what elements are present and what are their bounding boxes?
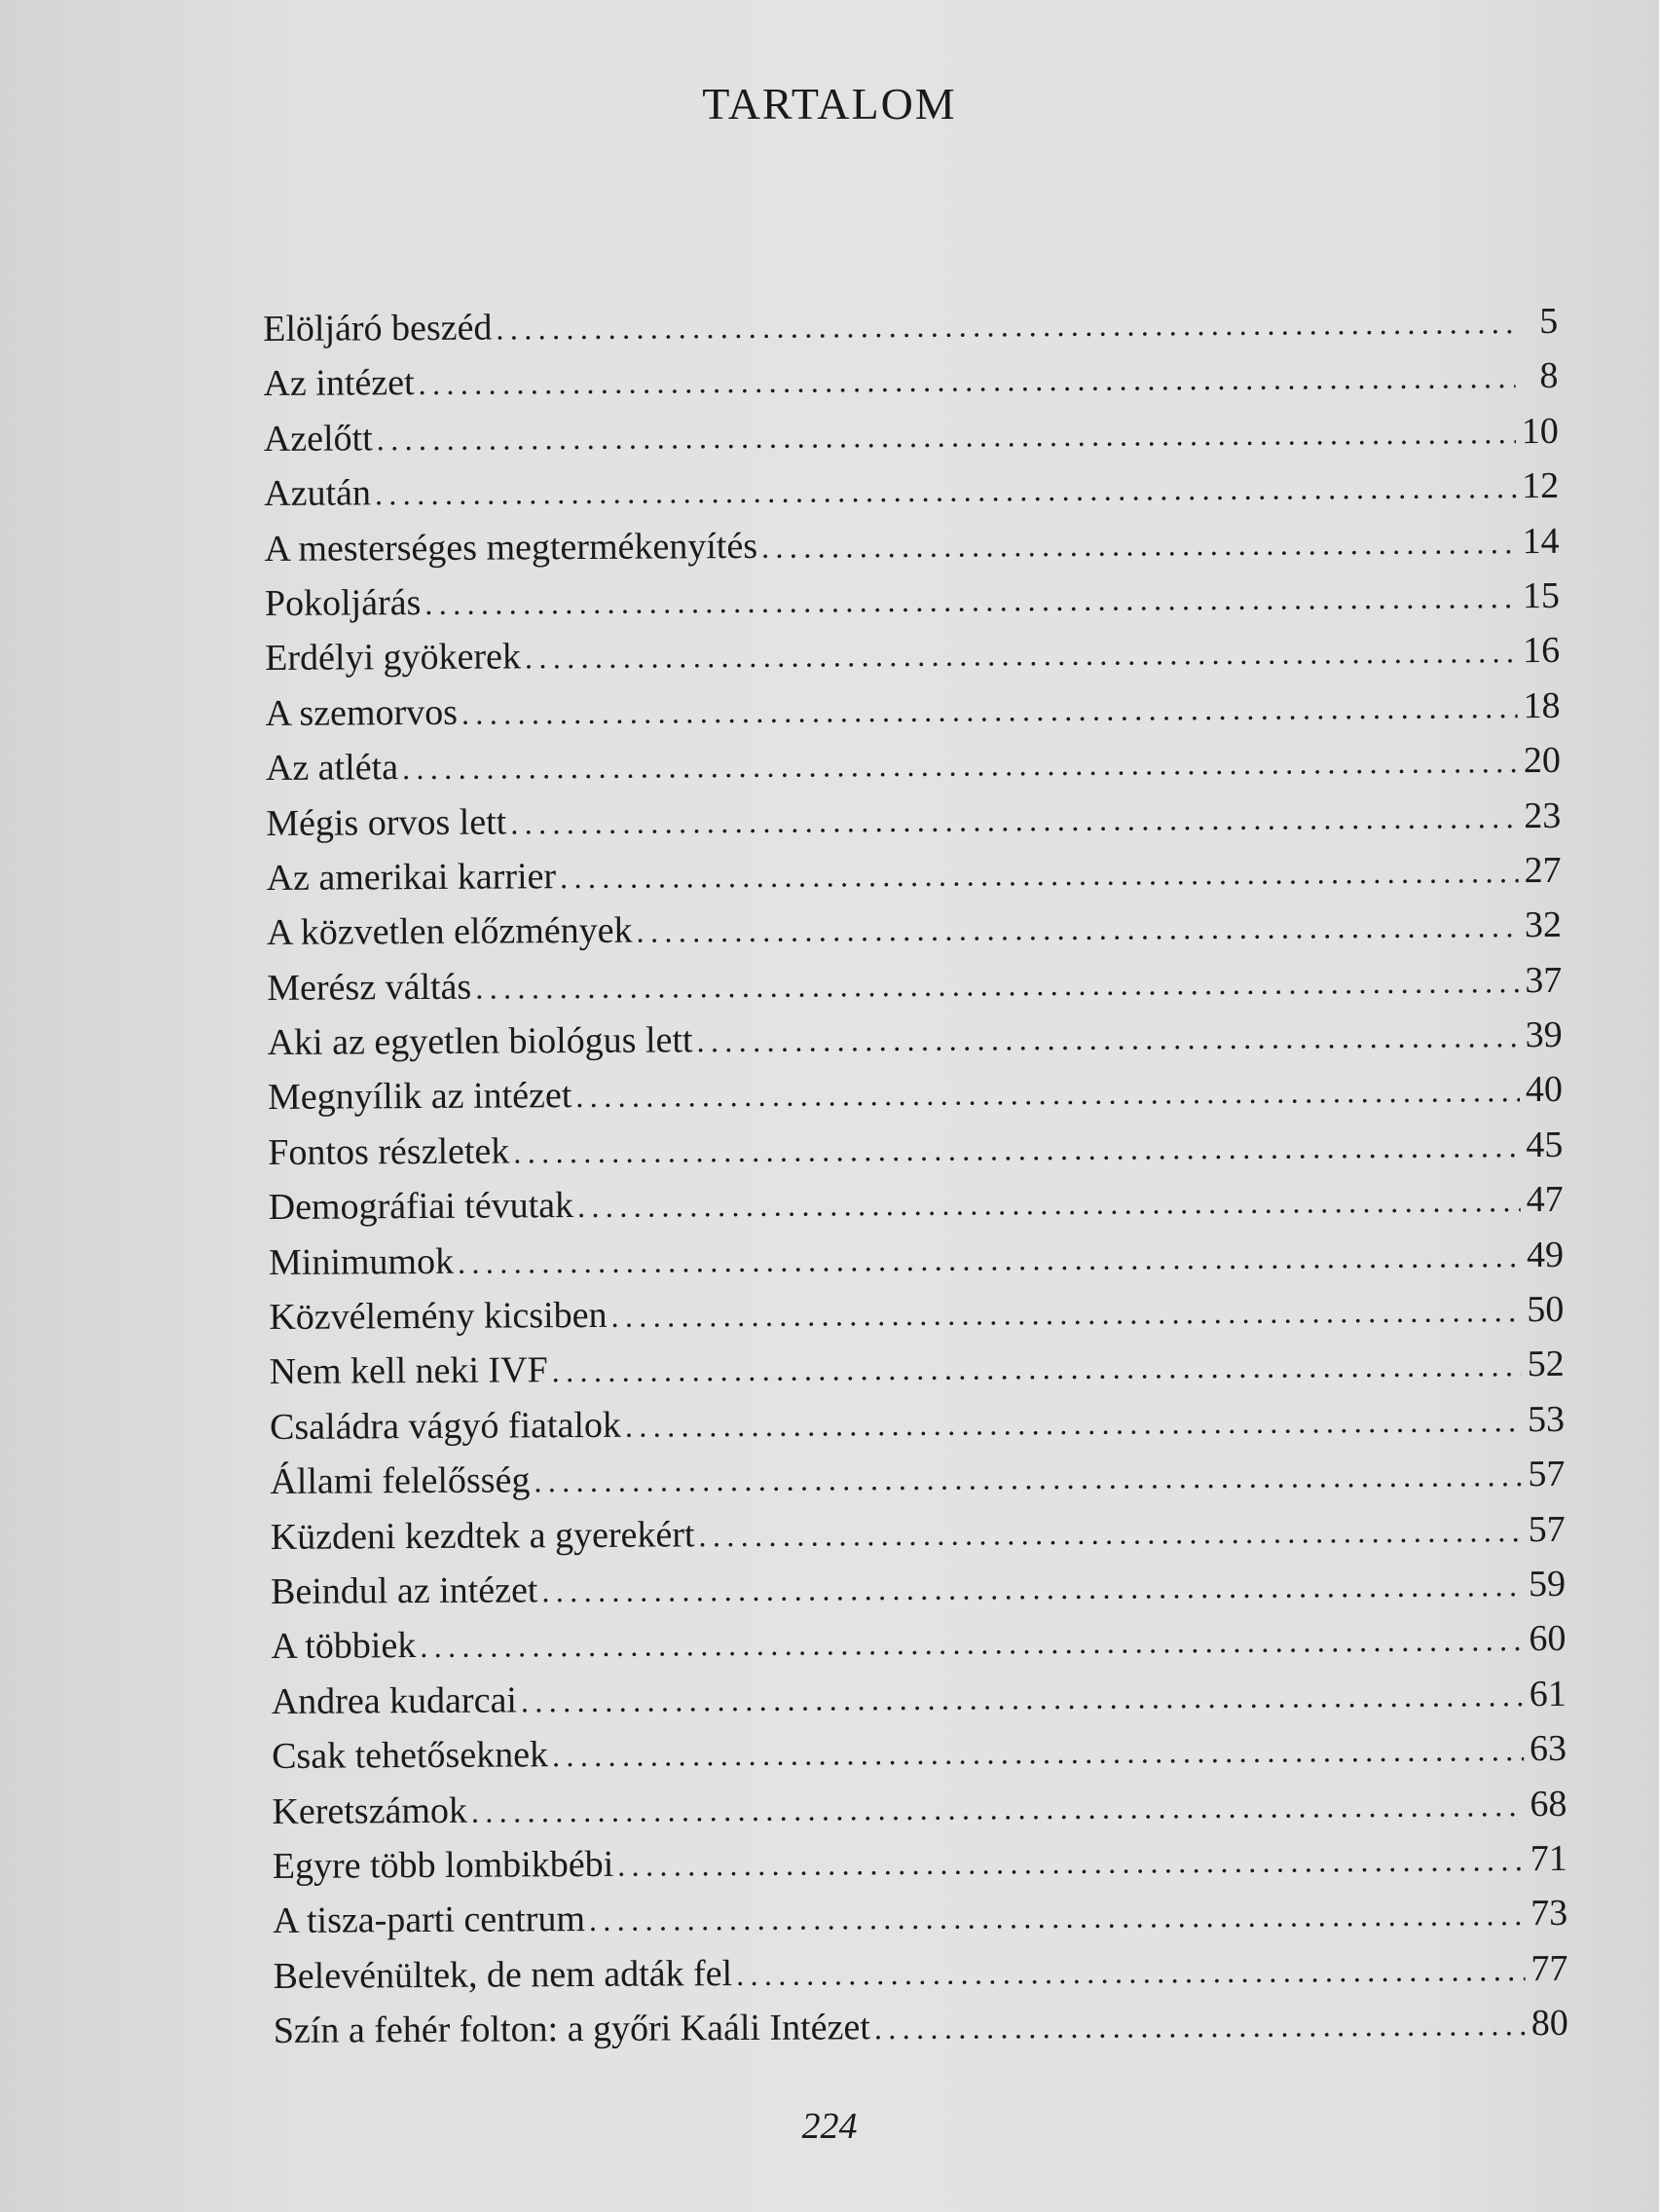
toc-leader-dots	[636, 899, 1519, 959]
toc-entry	[268, 1118, 1563, 1181]
toc-entry-title: Pokoljárás	[264, 581, 422, 624]
toc-leader-dots	[761, 515, 1517, 574]
toc-leader-dots	[375, 460, 1517, 521]
toc-entry	[272, 1721, 1567, 1785]
toc-leader-dots	[534, 1448, 1522, 1508]
toc-entry-page: 18	[1523, 684, 1561, 726]
toc-entry-title: Azután	[264, 472, 372, 515]
toc-leader-dots	[461, 680, 1518, 741]
toc-entry	[271, 1611, 1566, 1675]
toc-entry-title: Fontos részletek	[268, 1130, 510, 1173]
toc-leader-dots	[589, 1887, 1526, 1947]
toc-entry-page: 27	[1524, 849, 1562, 892]
toc-entry-title: Az atléta	[265, 747, 399, 790]
toc-entry-title: Megnyílik az intézet	[267, 1075, 572, 1119]
toc-leader-dots	[696, 1009, 1519, 1068]
toc-entry-page: 57	[1528, 1454, 1566, 1495]
toc-entry-page: 32	[1524, 904, 1563, 946]
toc-entry-page: 53	[1527, 1398, 1566, 1440]
toc-entry-page: 23	[1524, 794, 1562, 836]
toc-entry-title: Azelőtt	[263, 418, 373, 460]
toc-entry-title: Belevénültek, de nem adták fel	[273, 1952, 733, 1997]
toc-entry-title: Családra vágyó fiatalok	[269, 1404, 622, 1448]
toc-entry	[270, 1337, 1565, 1400]
toc-leader-dots	[698, 1503, 1523, 1563]
toc-entry-title: Egyre több lombikbébi	[272, 1843, 614, 1887]
toc-leader-dots	[560, 844, 1519, 904]
toc-entry	[273, 1831, 1567, 1895]
toc-leader-dots	[458, 1229, 1521, 1290]
toc-leader-dots	[552, 1339, 1522, 1399]
toc-entry	[263, 294, 1558, 357]
toc-leader-dots	[625, 1393, 1522, 1454]
toc-leader-dots	[424, 570, 1517, 631]
toc-entry-title: Minimumok	[268, 1240, 455, 1283]
toc-entry-page: 68	[1530, 1783, 1567, 1825]
toc-entry	[270, 1392, 1565, 1456]
toc-leader-dots	[617, 1832, 1525, 1893]
toc-entry-page: 47	[1526, 1179, 1564, 1221]
table-of-contents	[263, 294, 1568, 2059]
toc-entry-page: 73	[1530, 1893, 1568, 1935]
toc-entry-title: Küzdeni kezdtek a gyerekért	[270, 1513, 695, 1558]
toc-entry-page: 80	[1530, 2002, 1568, 2045]
toc-entry	[270, 1447, 1565, 1510]
toc-entry-title: A mesterséges megtermékenyítés	[264, 525, 758, 570]
toc-entry-title: Elöljáró beszéd	[263, 307, 493, 350]
toc-leader-dots	[377, 405, 1516, 466]
toc-entry-page: 52	[1527, 1344, 1565, 1385]
toc-leader-dots	[575, 1064, 1520, 1124]
toc-entry	[267, 1008, 1562, 1071]
toc-leader-dots	[541, 1558, 1523, 1618]
toc-entry-page: 40	[1525, 1069, 1564, 1111]
toc-leader-dots	[525, 624, 1518, 684]
toc-entry	[269, 1172, 1564, 1235]
toc-entry-page: 57	[1528, 1508, 1566, 1550]
toc-entry-title: Nem kell neki IVF	[269, 1349, 548, 1393]
toc-leader-dots	[552, 1722, 1524, 1783]
toc-leader-dots	[420, 1612, 1523, 1674]
toc-entry	[268, 1062, 1563, 1125]
toc-entry-title: Közvélemény kicsiben	[269, 1294, 608, 1339]
toc-entry-title: Az amerikai karrier	[266, 856, 557, 899]
toc-entry-title: Mégis orvos lett	[266, 800, 507, 844]
toc-entry-title: A többiek	[271, 1625, 417, 1668]
toc-entry	[269, 1227, 1564, 1290]
toc-leader-dots	[471, 1778, 1525, 1839]
toc-leader-dots	[418, 350, 1515, 412]
toc-entry-page: 63	[1529, 1728, 1567, 1770]
toc-leader-dots	[510, 790, 1518, 850]
toc-entry	[271, 1501, 1566, 1565]
toc-entry-title: Beindul az intézet	[270, 1569, 538, 1612]
toc-entry-page: 60	[1529, 1618, 1567, 1660]
toc-entry	[272, 1667, 1567, 1730]
toc-leader-dots	[402, 734, 1518, 795]
page-number: 224	[801, 2106, 858, 2147]
toc-entry-page: 37	[1525, 959, 1563, 1001]
toc-entry-page: 12	[1522, 465, 1560, 507]
toc-entry	[265, 679, 1560, 742]
toc-entry	[265, 623, 1560, 686]
toc-entry-title: Aki az egyetlen biológus lett	[267, 1019, 693, 1064]
toc-entry-page: 45	[1526, 1124, 1564, 1165]
page-title: TARTALOM	[702, 79, 957, 129]
toc-entry-title: Csak tehetőseknek	[271, 1734, 549, 1778]
toc-entry-page: 15	[1522, 574, 1560, 617]
toc-entry-title: Merész váltás	[267, 966, 472, 1009]
toc-entry	[264, 459, 1559, 522]
toc-entry	[267, 953, 1562, 1016]
toc-leader-dots	[610, 1283, 1521, 1344]
toc-leader-dots	[513, 1119, 1520, 1179]
toc-entry	[267, 898, 1562, 961]
toc-entry-page: 77	[1530, 1947, 1568, 1989]
toc-entry	[264, 513, 1559, 576]
toc-leader-dots	[736, 1942, 1526, 2002]
toc-entry-title: Állami felelősség	[270, 1459, 531, 1503]
toc-entry-page: 5	[1539, 300, 1559, 342]
toc-leader-dots	[874, 1997, 1526, 2055]
toc-entry	[264, 404, 1559, 467]
toc-entry-title: A közvetlen előzmények	[266, 909, 633, 954]
toc-entry-title: Az intézet	[263, 362, 415, 405]
toc-entry-page: 10	[1521, 410, 1559, 452]
toc-entry	[274, 1996, 1568, 2059]
toc-entry-page: 16	[1523, 630, 1561, 672]
toc-entry	[263, 349, 1558, 412]
toc-entry-page: 71	[1530, 1837, 1567, 1880]
toc-entry-page: 14	[1522, 520, 1560, 562]
toc-entry-title: A szemorvos	[265, 691, 459, 734]
toc-entry	[273, 1941, 1567, 2005]
toc-entry-page: 39	[1525, 1014, 1563, 1056]
toc-entry-title: Demográfiai tévutak	[268, 1185, 574, 1229]
toc-entry-title: Keretszámok	[272, 1789, 468, 1832]
toc-entry-page: 20	[1523, 739, 1562, 782]
toc-entry-page: 8	[1539, 355, 1559, 397]
toc-leader-dots	[577, 1173, 1521, 1234]
toc-leader-dots	[496, 295, 1515, 355]
toc-entry-title: A tisza-parti centrum	[273, 1899, 586, 1942]
toc-entry	[266, 788, 1561, 851]
toc-entry-page: 49	[1526, 1234, 1565, 1275]
toc-entry	[272, 1776, 1567, 1839]
toc-entry-page: 50	[1527, 1288, 1565, 1331]
toc-entry	[266, 843, 1561, 906]
toc-entry	[273, 1886, 1567, 1949]
toc-entry-title: Andrea kudarcai	[271, 1679, 518, 1722]
toc-entry-title: Szín a fehér folton: a győri Kaáli Intézet	[273, 2007, 870, 2052]
toc-entry-page: 59	[1528, 1563, 1567, 1605]
toc-leader-dots	[521, 1668, 1524, 1728]
toc-entry	[271, 1557, 1566, 1620]
toc-entry	[269, 1282, 1564, 1346]
toc-entry	[265, 569, 1560, 632]
toc-leader-dots	[475, 954, 1519, 1015]
toc-entry-page: 61	[1529, 1673, 1567, 1714]
toc-entry	[266, 733, 1561, 796]
toc-entry-title: Erdélyi gyökerek	[265, 636, 522, 680]
